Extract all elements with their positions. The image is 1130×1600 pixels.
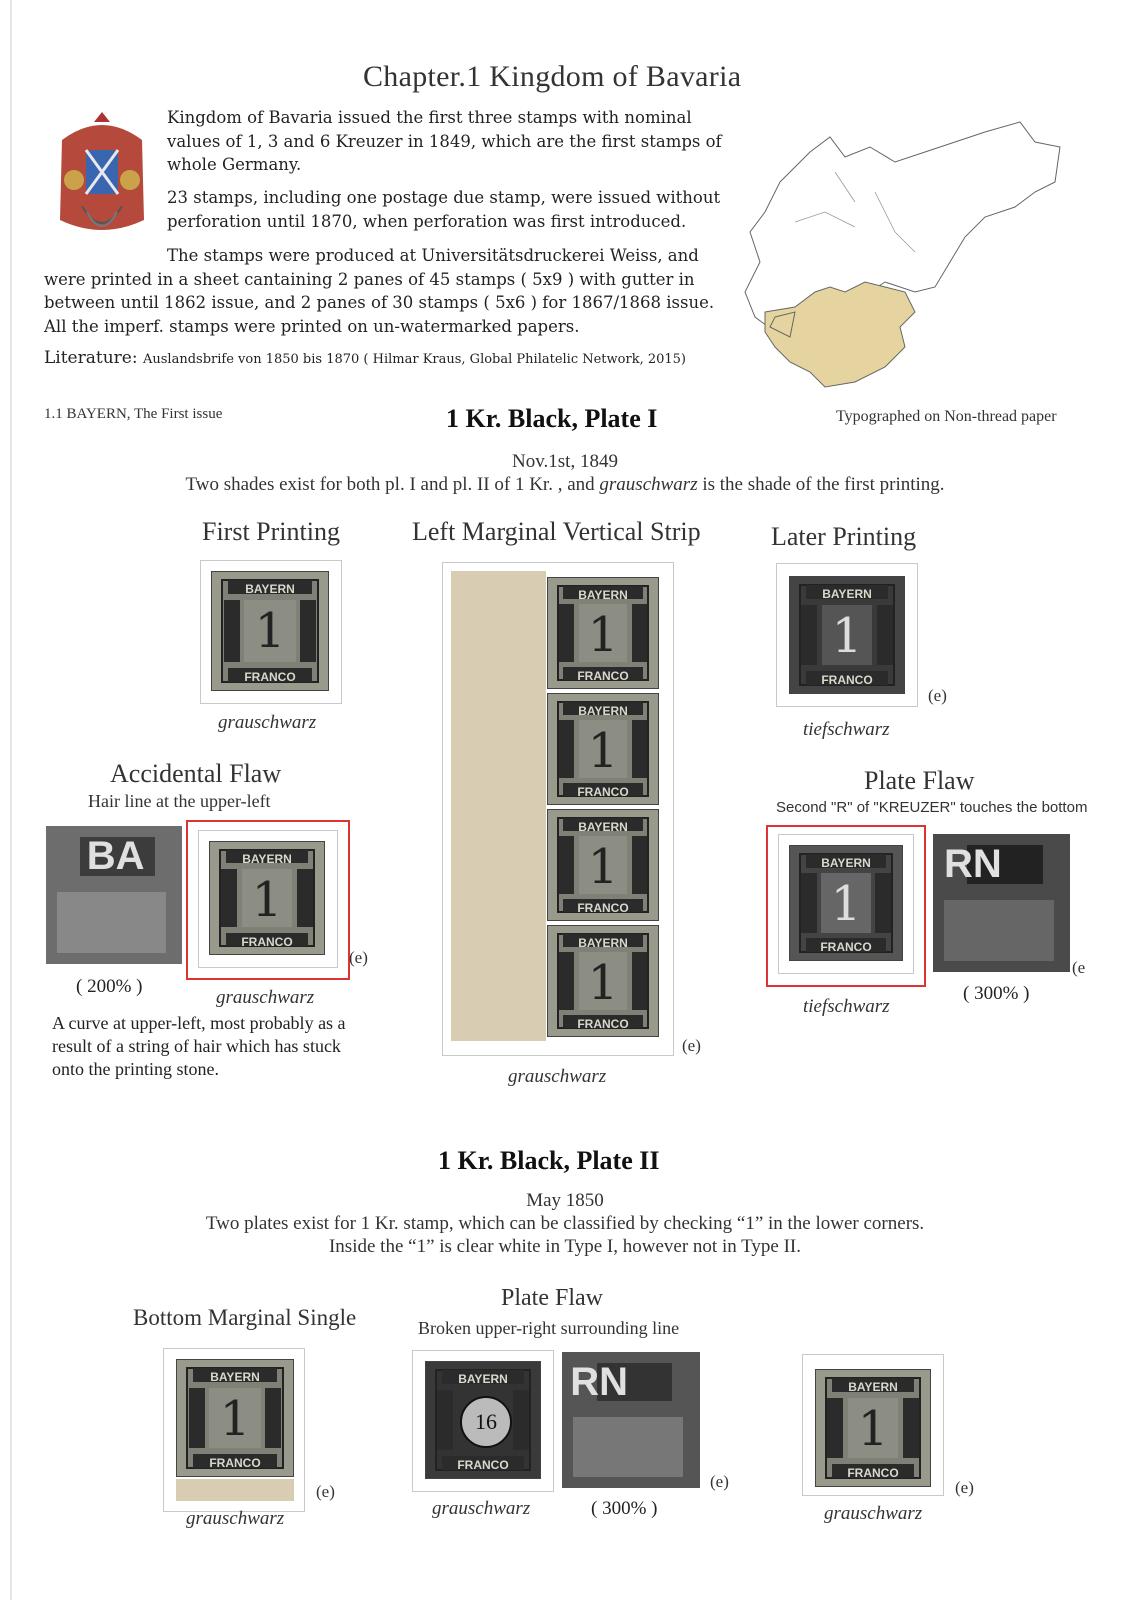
literature-text: Auslandsbrife von 1850 bis 1870 ( Hilmar Kraus, Global Philatelic Network, 2015) <box>142 352 687 367</box>
plate-flaw2-shade: grauschwarz <box>432 1498 531 1519</box>
strip-stamp-2: BAYERN 1 FRANCO <box>547 693 659 805</box>
bottom-single-mark: (e) <box>316 1482 335 1501</box>
bottom-single-card <box>163 1348 305 1512</box>
plate-flaw2-zoom-level: ( 300% ) <box>591 1498 658 1519</box>
bottom-single-shade: grauschwarz <box>186 1508 285 1529</box>
stamp-top-text: BAYERN <box>228 580 312 594</box>
strip-card <box>442 562 674 1056</box>
bottom-single-caption: Bottom Marginal Single <box>133 1305 357 1330</box>
accidental-flaw-zoom-level: ( 200% ) <box>76 976 143 997</box>
page-edge-line <box>10 0 12 1600</box>
printing-method: Typographed on Non-thread paper <box>836 408 1057 425</box>
stamp-1kr-flaw: BAYERN 1 FRANCO <box>209 841 325 955</box>
section2-line1: Two plates exist for 1 Kr. stamp, which can be classified by checking “1” in the lower corners. <box>205 1213 925 1234</box>
later-printing-mark: (e) <box>928 686 947 705</box>
plate-flaw2-subcaption: Broken upper-right surrounding line <box>418 1318 680 1338</box>
strip-shade: grauschwarz <box>508 1066 607 1087</box>
accidental-flaw-shade: grauschwarz <box>216 987 315 1008</box>
stamp-1kr-plate-flaw: BAYERN 1 FRANCO <box>789 845 903 961</box>
third-single-card <box>802 1354 944 1496</box>
stamp-1kr <box>211 571 329 691</box>
section2-date: May 1850 <box>526 1190 604 1211</box>
intro-paragraph-3: The stamps were produced at Universitätsdruckerei Weiss, and were printed in a sheet cantaining 2 panes of 45 stamps ( 5x9 ) with gutter in between until 1862 issue, and 2 panes of 30 stamps ( 5x6 ) for 1867/1868 issue. All the imperf. stamps were printed on un-watermarked papers. <box>44 246 715 336</box>
first-printing-shade: grauschwarz <box>218 712 317 733</box>
later-printing-caption: Later Printing <box>771 522 917 551</box>
zoom-text: BA <box>86 834 145 879</box>
stamp-1kr-plate2: BAYERN 1 FRANCO <box>176 1359 294 1477</box>
plate-flaw-caption: Plate Flaw <box>864 766 975 795</box>
section-ref: 1.1 BAYERN, The First issue <box>44 406 223 422</box>
accidental-flaw-zoom-image <box>46 826 182 964</box>
zoom-text: RN <box>943 842 1002 887</box>
coat-of-arms-icon <box>52 110 152 248</box>
plate-flaw2-zoom-image <box>562 1352 700 1488</box>
strip-stamp-4: BAYERN 1 FRANCO <box>547 925 659 1037</box>
plate-flaw-zoom-image <box>933 834 1070 972</box>
numeral-cancel: 16 <box>460 1396 512 1448</box>
later-printing-card <box>776 563 918 707</box>
strip-stamp-1: BAYERN 1 FRANCO <box>547 577 659 689</box>
section2-line2: Inside the “1” is clear white in Type I, however not in Type II. <box>328 1236 802 1257</box>
stamp-bottom-text: FRANCO <box>228 668 312 682</box>
literature-label: Literature: <box>44 348 138 368</box>
plate-flaw2-mark: (e) <box>710 1472 729 1491</box>
stamp-1kr-type2: BAYERN 1 FRANCO <box>815 1369 931 1487</box>
accidental-flaw-card <box>198 830 338 968</box>
plate-flaw-zoom-level: ( 300% ) <box>963 983 1030 1004</box>
desc-shade: grauschwarz <box>599 474 698 495</box>
issue-date: Nov.1st, 1849 <box>512 451 618 472</box>
strip-caption: Left Marginal Vertical Strip <box>412 517 701 546</box>
plate-flaw2-caption: Plate Flaw <box>501 1285 603 1311</box>
stamp-1kr-tiefschwarz: BAYERN 1 FRANCO <box>789 576 905 694</box>
intro-paragraph-2: 23 stamps, including one postage due stamp, were issued without perforation until 1870, when perforation was first introduced. <box>167 188 721 231</box>
desc-part-a: Two shades exist for both pl. I and pl. II of 1 Kr. , and <box>185 474 600 495</box>
third-single-shade: grauschwarz <box>824 1503 923 1524</box>
plate-flaw-shade: tiefschwarz <box>803 996 890 1017</box>
desc-part-b: is the shade of the first printing. <box>697 474 945 495</box>
strip-mark: (e) <box>682 1036 701 1055</box>
accidental-flaw-note: A curve at upper-left, most probably as a result of a string of hair which has stuck onto the printing stone. <box>52 1013 346 1079</box>
section2-heading: 1 Kr. Black, Plate II <box>438 1146 660 1175</box>
section1-description <box>0 474 1130 496</box>
accidental-flaw-mark: (e) <box>349 948 368 967</box>
first-printing-caption: First Printing <box>202 517 340 546</box>
strip-stamp-3: BAYERN 1 FRANCO <box>547 809 659 921</box>
accidental-flaw-caption: Accidental Flaw <box>110 759 282 788</box>
stamp-value: 1 <box>244 600 295 661</box>
third-single-mark: (e) <box>955 1478 974 1497</box>
bottom-margin <box>176 1479 294 1501</box>
later-printing-shade: tiefschwarz <box>803 719 890 740</box>
sheet-margin <box>451 571 546 1041</box>
plate-flaw-subcaption: Second "R" of "KREUZER" touches the bottom <box>776 799 1088 816</box>
plate-flaw-mark: (e <box>1072 958 1086 977</box>
page-title: Chapter.1 Kingdom of Bavaria <box>363 60 742 93</box>
plate-flaw-card <box>778 834 914 974</box>
map-of-germany-icon <box>735 112 1070 397</box>
section1-heading: 1 Kr. Black, Plate I <box>446 404 658 433</box>
accidental-flaw-subcaption: Hair line at the upper-left <box>88 791 271 811</box>
first-printing-card <box>200 560 342 704</box>
plate-flaw2-card <box>412 1350 554 1492</box>
zoom-text: RN <box>570 1360 629 1405</box>
intro-paragraph-1: Kingdom of Bavaria issued the first three stamps with nominal values of 1, 3 and 6 Kreuzer in 1849, which are the first stamps of whole Germany. <box>167 108 722 174</box>
stamp-1kr-cancelled: BAYERN FRANCO 16 <box>425 1361 541 1479</box>
literature <box>44 348 686 368</box>
